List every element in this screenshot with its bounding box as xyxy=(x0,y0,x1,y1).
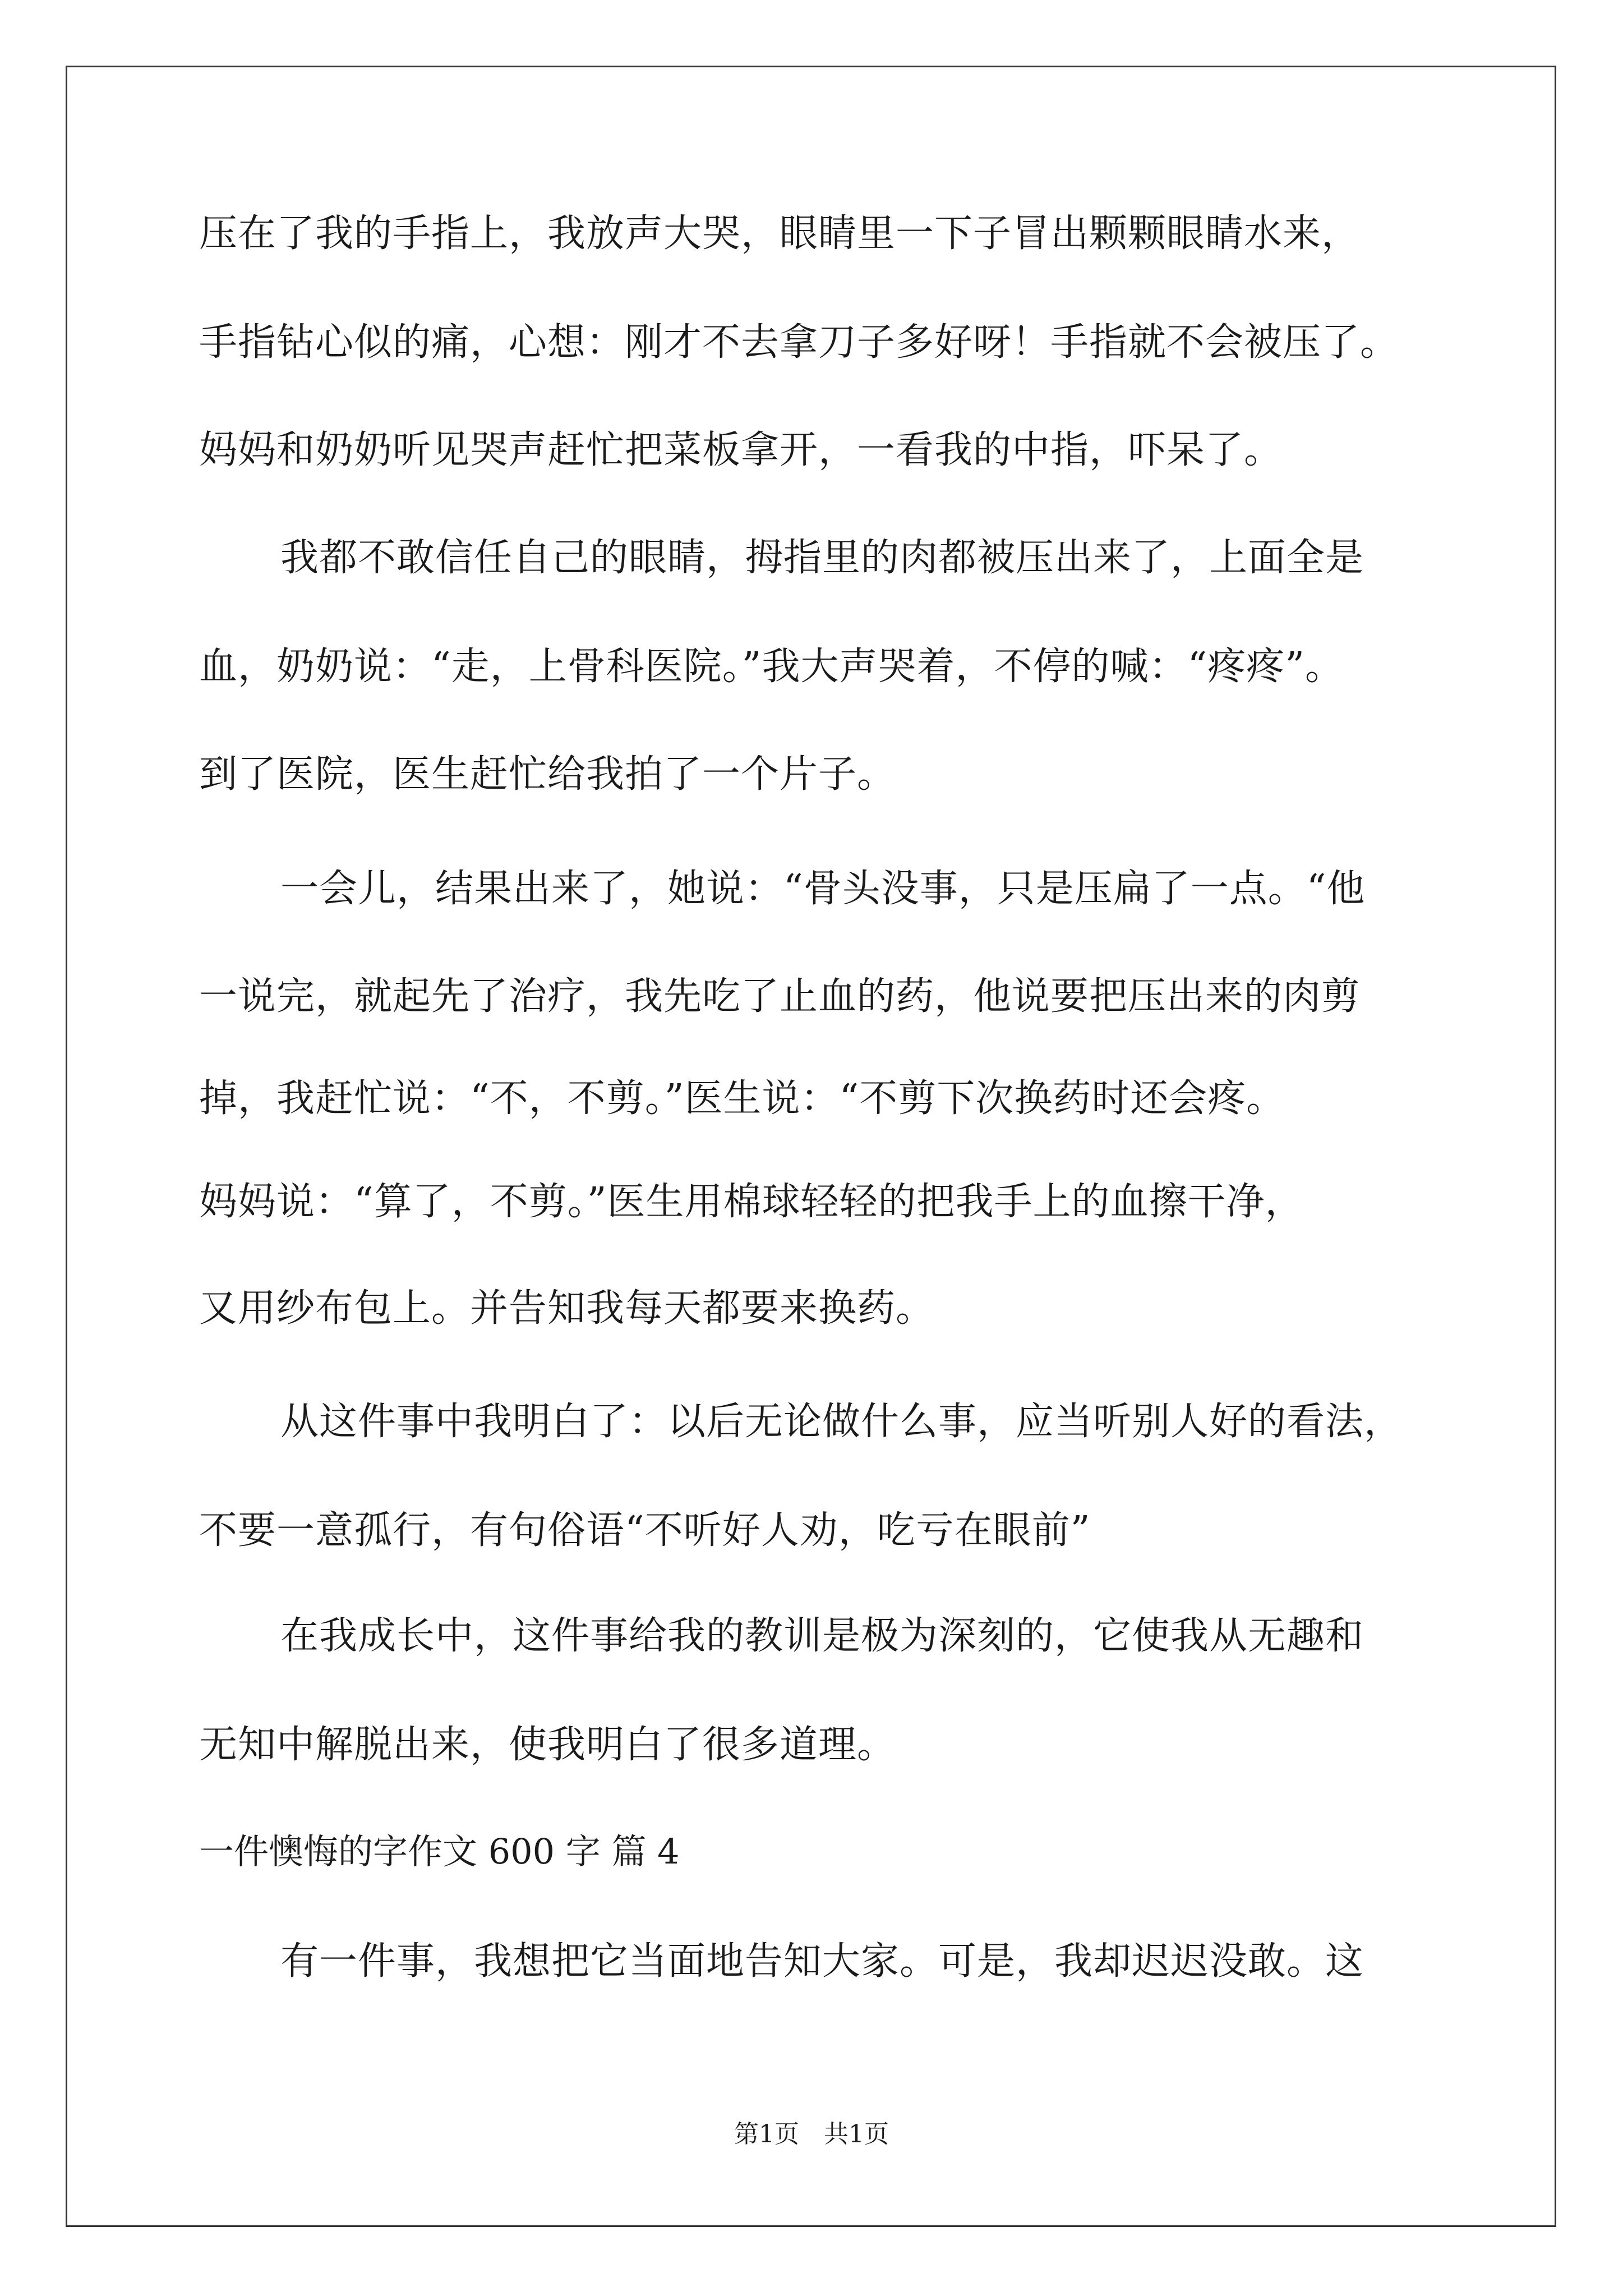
text-line: 到了医院，医生赶忙给我拍了一个片子。 xyxy=(199,752,896,797)
paragraph-start-line: 在我成长中，这件事给我的教训是极为深刻的，它使我从无趣和 xyxy=(280,1614,1364,1658)
text-line: 掉，我赶忙说：“不，不剪。”医生说：“不剪下次换药时还会疼。 xyxy=(199,1076,1285,1121)
text-line: 一说完，就起先了治疗，我先吃了止血的药，他说要把压出来的肉剪 xyxy=(199,974,1361,1019)
paragraph-start-line: 有一件事，我想把它当面地告知大家。可是，我却迟迟没敢。这 xyxy=(280,1939,1364,1984)
page-number: 第1页 xyxy=(734,2120,799,2148)
text-line: 不要一意孤行，有句俗语“不听好人劝，吃亏在眼前” xyxy=(199,1508,1091,1553)
text-line: 血，奶奶说：“走，上骨科医院。”我大声哭着，不停的喊：“疼疼”。 xyxy=(199,645,1344,689)
text-line: 手指钻心似的痛，心想：刚才不去拿刀子多好呀！手指就不会被压了。 xyxy=(199,320,1399,365)
paragraph-start-line: 一会儿，结果出来了，她说：“骨头没事，只是压扁了一点。“他 xyxy=(280,867,1366,911)
section-heading: 一件懊悔的字作文 600 字 篇 4 xyxy=(199,1831,680,1872)
text-line: 又用纱布包上。并告知我每天都要来换药。 xyxy=(199,1286,935,1331)
page-total: 共1页 xyxy=(824,2120,889,2148)
text-line: 无知中解脱出来，使我明白了很多道理。 xyxy=(199,1723,896,1767)
paragraph-start-line: 我都不敢信任自己的眼睛，拇指里的肉都被压出来了，上面全是 xyxy=(280,536,1364,580)
paragraph-start-line: 从这件事中我明白了：以后无论做什么事，应当听别人好的看法， xyxy=(280,1400,1403,1444)
page-footer xyxy=(0,2118,1623,2151)
page-border xyxy=(66,66,1556,2227)
text-line: 妈妈说：“算了，不剪。”医生用棉球轻轻的把我手上的血擦干净， xyxy=(199,1180,1304,1224)
text-line: 妈妈和奶奶听见哭声赶忙把菜板拿开，一看我的中指，吓呆了。 xyxy=(199,428,1283,472)
text-line: 压在了我的手指上，我放声大哭，眼睛里一下子冒出颗颗眼睛水来， xyxy=(199,211,1361,256)
